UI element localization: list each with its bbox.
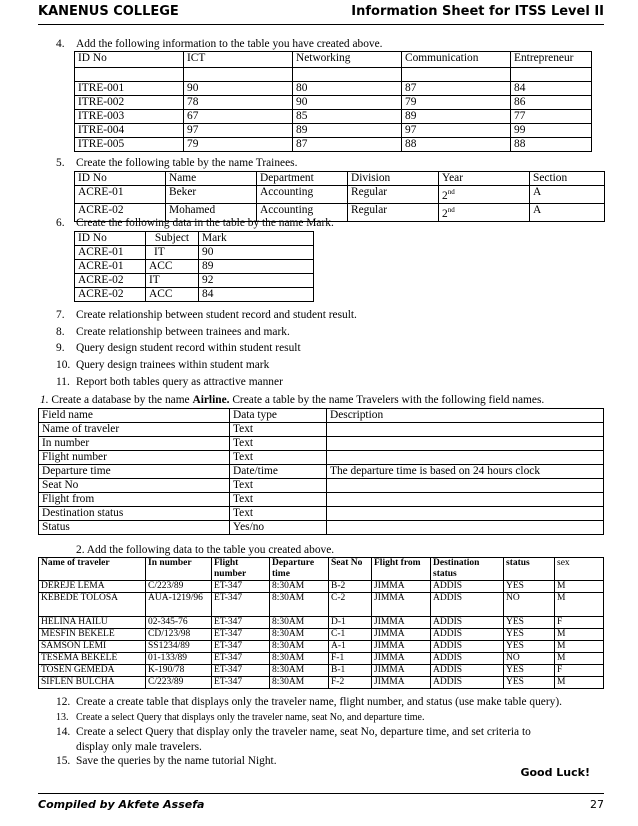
table-cell: Flight number [39,451,230,465]
table-cell: 8:30AM [270,629,329,641]
table-cell: Status [39,521,230,535]
table-row [75,110,592,124]
table-row [39,653,604,665]
table-cell: SAMSON LEMI [39,641,146,653]
table-cell: 2nd [439,203,530,221]
table-cell: Description [327,409,604,423]
table-cell: 84 [199,288,314,302]
table-cell: Field name [39,409,230,423]
table-cell: 8:30AM [270,641,329,653]
table-header-row [75,172,605,186]
list-item: 11. Report both tables query as attractive manner [56,376,283,388]
table-cell: ACRE-01 [75,186,166,204]
table-cell: C-1 [329,629,372,641]
table-cell: Text [230,507,327,521]
table-cell: The departure time is based on 24 hours clock [327,465,604,479]
table-cell: 87 [402,82,511,96]
table-cell: sex [555,558,604,581]
table-cell: ET-347 [212,653,270,665]
table-cell: Date/time [230,465,327,479]
table-cell: Name of traveler [39,423,230,437]
table-cell: 97 [402,124,511,138]
table-header-row [75,68,592,82]
table-cell: 88 [402,138,511,152]
table-cell: ITRE-003 [75,110,184,124]
table-cell: In number [39,437,230,451]
table-cell: Name of traveler [39,558,146,581]
table-cell: Text [230,479,327,493]
table-cell: 78 [184,96,293,110]
table-cell: 8:30AM [270,593,329,617]
table-cell: Departure time [270,558,329,581]
table-cell: Text [230,423,327,437]
table-cell: JIMMA [372,593,431,617]
list-item: 9. Query design student record within student result [56,342,301,354]
table-cell: 8:30AM [270,677,329,689]
table-cell: 90 [199,246,314,260]
table-cell [75,68,184,82]
table-cell: JIMMA [372,581,431,593]
table-cell: M [555,581,604,593]
list-item: 13. Create a select Query that displays only the traveler name, seat No, and departure time. [56,712,425,723]
table-row [39,479,604,493]
table-cell: ACRE-02 [75,288,146,302]
table-cell: 79 [184,138,293,152]
table-cell: Departure time [39,465,230,479]
table-cell [327,423,604,437]
table-cell: 89 [199,260,314,274]
table-cell: 79 [402,96,511,110]
table-cell: F-2 [329,677,372,689]
table-cell: Seat No [329,558,372,581]
table-cell: Flight from [39,493,230,507]
table-row [75,138,592,152]
table-cell: M [555,593,604,617]
table-cell: Communication [402,52,511,68]
table-cell: C/223/89 [146,581,212,593]
table-cell: B-2 [329,581,372,593]
table-cell: ET-347 [212,641,270,653]
table-cell: ACRE-01 [75,246,146,260]
table-cell: YES [504,641,555,653]
college-name: KANENUS COLLEGE [38,4,179,19]
list-item: 6. Create the following data in the table by the name Mark. [56,217,334,229]
page-number: 27 [590,798,604,811]
table-cell: 2nd [439,186,530,204]
table-cell: D-1 [329,617,372,629]
table-cell: C/223/89 [146,677,212,689]
table-row [39,465,604,479]
table-cell: ET-347 [212,629,270,641]
table-cell [327,437,604,451]
table-row [39,581,604,593]
table-cell: SIFLEN BULCHA [39,677,146,689]
table-row [75,260,314,274]
list-item: 5. Create the following table by the name Trainees. [56,157,298,169]
table-cell: 86 [511,96,592,110]
table-cell: ID No [75,232,146,246]
table-cell: 01-133/89 [146,653,212,665]
table-row [39,641,604,653]
compiled-by: Compiled by Akfete Assefa [38,798,205,811]
table-cell: M [555,641,604,653]
table-cell: Mohamed [166,203,257,221]
table-row [39,629,604,641]
table-cell: ACC [146,260,199,274]
table-cell: SS1234/89 [146,641,212,653]
table-cell: ICT [184,52,293,68]
table-row [75,246,314,260]
table-cell: 97 [184,124,293,138]
page-header [38,2,604,25]
table-row [75,288,314,302]
table-cell [184,68,293,82]
list-item: 15. Save the queries by the name tutorial Night. [56,755,277,767]
table-cell: A [530,186,605,204]
table-cell: 8:30AM [270,581,329,593]
table-cell: JIMMA [372,665,431,677]
table-cell: Regular [348,186,439,204]
table-header-row [39,409,604,423]
table-cell: KEBEDE TOLOSA [39,593,146,617]
table-cell: ADDIS [431,593,504,617]
table-cell: ITRE-004 [75,124,184,138]
table-cell: ADDIS [431,653,504,665]
table-cell: ET-347 [212,581,270,593]
table-header-row [75,232,314,246]
table-cell: Name [166,172,257,186]
table-cell: Flight from [372,558,431,581]
table-cell: C-2 [329,593,372,617]
table-cell: status [504,558,555,581]
airline-instruction: 1. Create a database by the name Airline. Create a table by the name Travelers with the following field names. [40,394,545,406]
table-row [39,493,604,507]
table-header-row [75,52,592,68]
table-cell: Destination status [431,558,504,581]
table-cell: F [555,617,604,629]
table-cell: 92 [199,274,314,288]
table-cell [327,521,604,535]
table-row [39,437,604,451]
fields-table [38,408,604,535]
table-cell [327,479,604,493]
table-cell: AUA-1219/96 [146,593,212,617]
table-cell: Accounting [257,186,348,204]
table-cell: ADDIS [431,581,504,593]
table-cell: M [555,629,604,641]
table-cell [511,68,592,82]
table-cell [402,68,511,82]
table-row [39,451,604,465]
table-cell: ADDIS [431,677,504,689]
table-cell: ADDIS [431,617,504,629]
table-cell: NO [504,653,555,665]
table-cell: Text [230,493,327,507]
table-cell: JIMMA [372,677,431,689]
table-cell: DEREJE LEMA [39,581,146,593]
table-cell: 02-345-76 [146,617,212,629]
table-header-row [39,558,604,581]
table-cell: M [555,653,604,665]
table-cell: Accounting [257,203,348,221]
table-cell: Destination status [39,507,230,521]
table-cell: ITRE-002 [75,96,184,110]
table-cell: JIMMA [372,629,431,641]
mark-table [74,231,314,302]
table-cell: 77 [511,110,592,124]
table-cell: HELINA HAILU [39,617,146,629]
table-cell: 8:30AM [270,653,329,665]
table-cell: K-190/78 [146,665,212,677]
table-cell [327,493,604,507]
table-cell: A-1 [329,641,372,653]
table-row [75,186,605,204]
table-cell: F [555,665,604,677]
table-cell: ITRE-001 [75,82,184,96]
table-cell: ACRE-01 [75,260,146,274]
table-cell: 67 [184,110,293,124]
table-cell: ADDIS [431,629,504,641]
table-cell: Text [230,451,327,465]
table-cell: YES [504,581,555,593]
table-cell: ACRE-02 [75,274,146,288]
table-cell: Entrepreneur [511,52,592,68]
table-row [39,593,604,617]
table-cell: ET-347 [212,665,270,677]
list-item: 14. Create a select Query that display only the traveler name, seat No, departure time, and set criteria to [56,726,531,738]
table-cell: JIMMA [372,617,431,629]
scores-table [74,51,592,152]
page-footer [38,793,604,811]
table-cell: Seat No [39,479,230,493]
table-row [39,617,604,629]
table-cell: 90 [184,82,293,96]
table-cell: 89 [293,124,402,138]
list-item: 8. Create relationship between trainees and mark. [56,326,290,338]
table-row [75,274,314,288]
table-cell: B-1 [329,665,372,677]
table-cell [327,507,604,521]
table-cell: Networking [293,52,402,68]
table-cell: Text [230,437,327,451]
table-cell: Department [257,172,348,186]
table-cell: YES [504,677,555,689]
table-cell: 88 [511,138,592,152]
table-cell: ET-347 [212,677,270,689]
table-cell: 89 [402,110,511,124]
table-row [39,423,604,437]
table-cell: TOSEN GEMEDA [39,665,146,677]
table-cell: Beker [166,186,257,204]
list-item: 4. Add the following information to the table you have created above. [56,38,383,50]
table-cell: In number [146,558,212,581]
list-item: 10. Query design trainees within student mark [56,359,270,371]
table-row [75,124,592,138]
table-cell: 80 [293,82,402,96]
table-cell: Subject [146,232,199,246]
table-cell: ADDIS [431,665,504,677]
table-cell: ACRE-02 [75,203,166,221]
table-cell: Division [348,172,439,186]
good-luck: Good Luck! [520,766,590,779]
table-row [75,96,592,110]
table-cell: ADDIS [431,641,504,653]
table-cell: ID No [75,52,184,68]
trainees-table [74,171,605,222]
table-cell: 8:30AM [270,665,329,677]
table-cell: CD/123/98 [146,629,212,641]
table-cell: YES [504,617,555,629]
table-cell: Regular [348,203,439,221]
table-cell: 90 [293,96,402,110]
list-item: 12. Create a create table that displays only the traveler name, flight number, and status (use make table query). [56,696,562,708]
table-cell [327,451,604,465]
travelers-table [38,557,604,689]
table-cell: ID No [75,172,166,186]
table-cell: NO [504,593,555,617]
sheet-title: Information Sheet for ITSS Level II [351,4,604,19]
table-cell: YES [504,629,555,641]
table-cell: Section [530,172,605,186]
table-row [39,677,604,689]
table-cell: Year [439,172,530,186]
list-item: display only male travelers. [76,741,202,753]
table-cell: MESFIN BEKELE [39,629,146,641]
table-row [75,82,592,96]
table-row [39,665,604,677]
list-item: 7. Create relationship between student record and student result. [56,309,357,321]
list-item: 2. Add the following data to the table you created above. [76,544,335,556]
table-cell: ACC [146,288,199,302]
table-cell: ET-347 [212,617,270,629]
table-cell: Mark [199,232,314,246]
table-cell: ET-347 [212,593,270,617]
table-cell: F-1 [329,653,372,665]
table-cell: M [555,677,604,689]
table-cell: A [530,203,605,221]
table-cell: JIMMA [372,653,431,665]
table-cell: 84 [511,82,592,96]
table-cell: TESEMA BEKELE [39,653,146,665]
table-cell: Data type [230,409,327,423]
table-cell: JIMMA [372,641,431,653]
table-cell: Flight number [212,558,270,581]
table-cell: 85 [293,110,402,124]
table-cell [293,68,402,82]
table-cell: 8:30AM [270,617,329,629]
table-cell: IT [146,246,199,260]
table-row [39,521,604,535]
table-cell: IT [146,274,199,288]
table-cell: 99 [511,124,592,138]
table-cell: Yes/no [230,521,327,535]
table-row [39,507,604,521]
table-cell: YES [504,665,555,677]
table-cell: ITRE-005 [75,138,184,152]
table-cell: 87 [293,138,402,152]
